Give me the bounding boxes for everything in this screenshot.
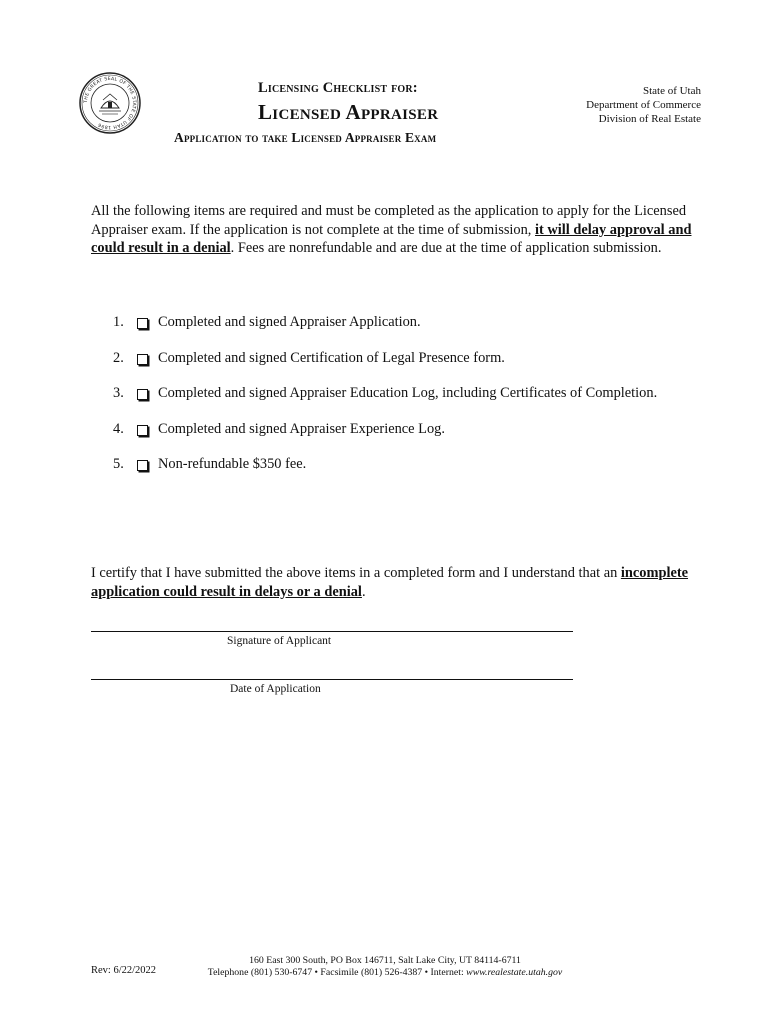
agency-block xyxy=(586,84,701,126)
item-number: 1. xyxy=(113,314,124,330)
checklist-item xyxy=(113,314,713,350)
checkbox-icon[interactable] xyxy=(137,425,148,436)
agency-division: Division of Real Estate xyxy=(598,113,701,125)
checkbox-icon[interactable] xyxy=(137,460,148,471)
checkbox-icon[interactable] xyxy=(137,354,148,365)
checklist-item xyxy=(113,421,713,457)
utah-state-seal-icon xyxy=(79,72,141,134)
svg-text:THE GREAT SEAL OF THE STATE OF: THE GREAT SEAL OF THE STATE OF UTAH 1896 xyxy=(83,76,137,130)
item-text: Completed and signed Appraiser Education Log, including Certificates of Completion. xyxy=(158,385,658,401)
item-number: 3. xyxy=(113,385,124,401)
checklist-item xyxy=(113,350,713,386)
checklist-item xyxy=(113,456,713,492)
signature-label: Signature of Applicant xyxy=(227,635,332,647)
intro-text-end: . Fees are nonrefundable and are due at the time of application submission. xyxy=(230,240,662,256)
item-text: Completed and signed Certification of Legal Presence form. xyxy=(158,349,505,366)
certify-text: I certify that I have submitted the above items in a completed form and I understand that an xyxy=(91,565,621,581)
item-text: Completed and signed Appraiser Experience Log. xyxy=(158,420,445,437)
checklist-item xyxy=(113,385,713,421)
revision-date: Rev: 6/22/2022 xyxy=(91,965,157,976)
intro-text: All the following items are required and must be completed as the application to apply for the Licensed Appraiser exam. If the application is not complete at the time of submission, xyxy=(91,203,687,238)
checkbox-icon[interactable] xyxy=(137,389,148,400)
item-text: Non-refundable $350 fee. xyxy=(158,456,307,472)
agency-department: Department of Commerce xyxy=(586,99,701,111)
certify-text-end: . xyxy=(361,583,366,600)
date-label: Date of Application xyxy=(230,683,321,695)
item-number: 5. xyxy=(113,456,124,472)
checkbox-icon[interactable] xyxy=(137,318,148,329)
item-text: Completed and signed Appraiser Application. xyxy=(158,314,421,330)
item-number: 4. xyxy=(113,420,124,437)
certification-statement xyxy=(91,564,701,601)
requirements-paragraph xyxy=(91,202,701,258)
requirements-checklist xyxy=(113,314,713,492)
contact-numbers: Telephone (801) 530-6747 • Facsimile (801) 526-4387 • Internet: xyxy=(207,967,467,978)
item-number: 2. xyxy=(113,349,124,366)
checklist-heading: Licensing Checklist for: xyxy=(258,80,418,96)
intro-warning: it will delay approval and could result in a denial xyxy=(91,221,692,256)
license-type-title: Licensed Appraiser xyxy=(258,100,439,124)
contact-footer xyxy=(200,955,570,979)
contact-line xyxy=(200,967,570,979)
website-link[interactable]: www.realestate.utah.gov xyxy=(466,967,563,978)
application-subtitle: Application to take Licensed Appraiser Exam xyxy=(174,130,437,145)
date-line[interactable] xyxy=(91,679,573,680)
certify-warning: incomplete application could result in delays or a denial xyxy=(91,565,689,600)
agency-state: State of Utah xyxy=(642,85,701,97)
signature-line[interactable] xyxy=(91,631,573,632)
office-address: 160 East 300 South, PO Box 146711, Salt Lake City, UT 84114-6711 xyxy=(249,955,521,966)
